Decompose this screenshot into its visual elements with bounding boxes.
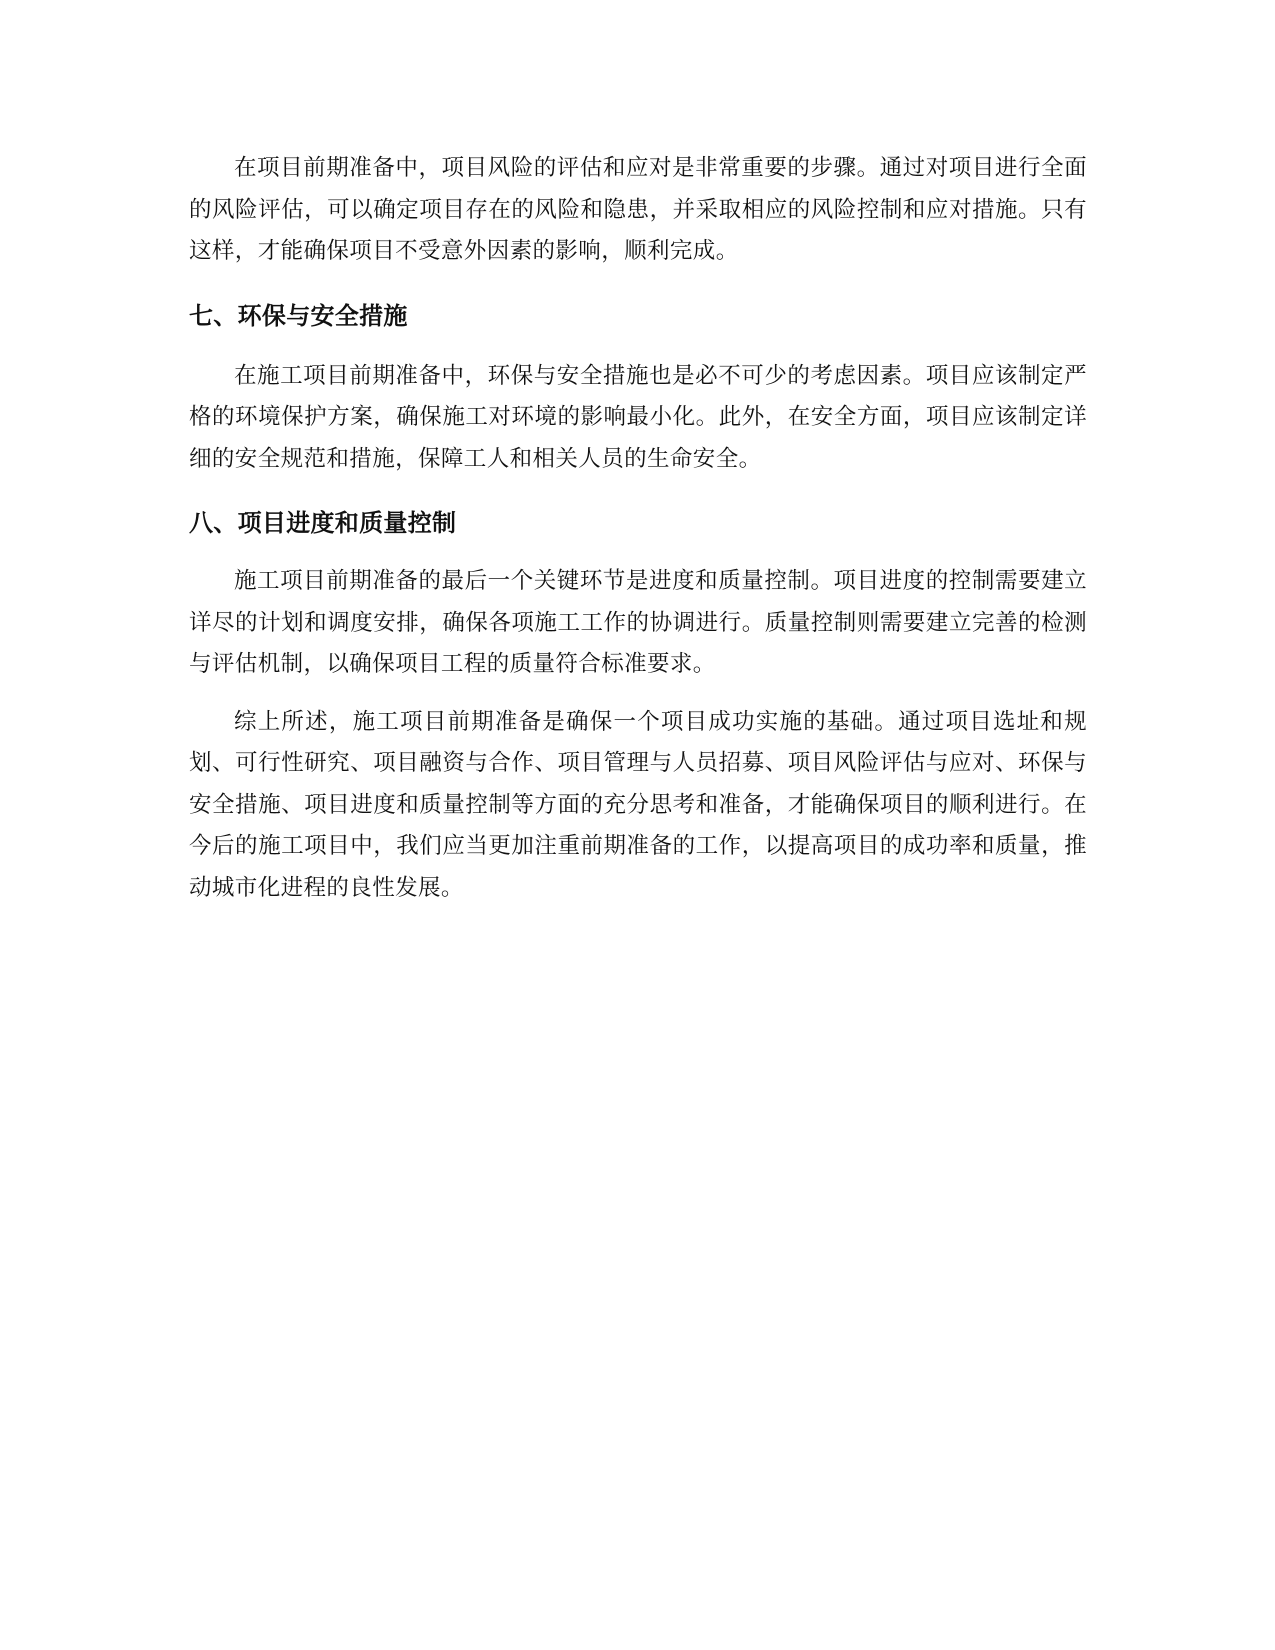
section-8-heading: 八、项目进度和质量控制 bbox=[189, 509, 457, 537]
section-7-paragraph: 在施工项目前期准备中，环保与安全措施也是必不可少的考虑因素。项目应该制定严格的环境保护方案，确保施工对环境的影响最小化。此外，在安全方面，项目应该制定详细的安全规范和措施，保障工人和相关人员的生命安全。 bbox=[189, 362, 1087, 472]
section-7-heading: 七、环保与安全措施 bbox=[189, 301, 408, 330]
risk-assessment-paragraph: 在项目前期准备中，项目风险的评估和应对是非常重要的步骤。通过对项目进行全面的风险评估，可以确定项目存在的风险和隐患，并采取相应的风险控制和应对措施。只有这样，才能确保项目不受意外因素的影响，顺利完成。 bbox=[189, 155, 1087, 264]
section-8-paragraph: 施工项目前期准备的最后一个关键环节是进度和质量控制。项目进度的控制需要建立详尽的计划和调度安排，确保各项施工工作的协调进行。质量控制则需要建立完善的检测与评估机制，以确保项目工程的质量符合标准要求。 bbox=[189, 568, 1087, 677]
conclusion-paragraph: 综上所述，施工项目前期准备是确保一个项目成功实施的基础。通过项目选址和规划、可行性研究、项目融资与合作、项目管理与人员招募、项目风险评估与应对、环保与安全措施、项目进度和质量控制等方面的充分思考和准备，才能确保项目的顺利进行。在今后的施工项目中，我们应当更加注重前期准备的工作，以提高项目的成功率和质量，推动城市化进程的良性发展。 bbox=[189, 708, 1087, 901]
document-body bbox=[189, 148, 1087, 909]
